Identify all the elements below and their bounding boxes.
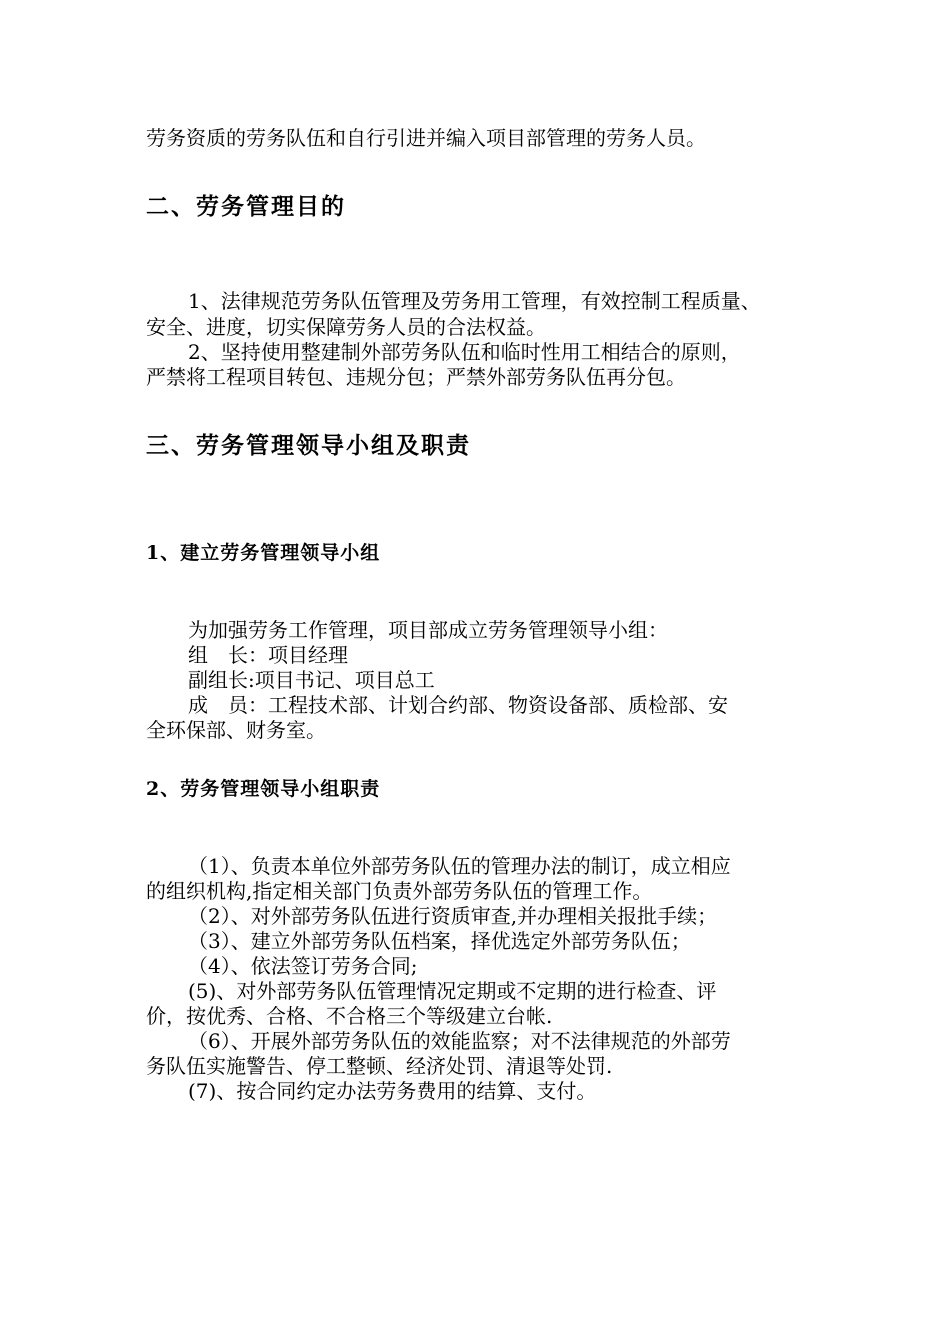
objective-1-line-2: 安全、进度，切实保障劳务人员的合法权益。 xyxy=(146,315,546,339)
objective-2-line-2: 严禁将工程项目转包、违规分包；严禁外部劳务队伍再分包。 xyxy=(146,365,686,389)
duty-line: （2）、对外部劳务队伍进行资质审查,并办理相关报批手续； xyxy=(188,904,718,928)
duty-line: （4）、依法签订劳务合同; xyxy=(188,954,418,978)
duty-line: 的组织机构,指定相关部门负责外部劳务队伍的管理工作。 xyxy=(146,879,653,903)
intro-paragraph: 劳务资质的劳务队伍和自行引进并编入项目部管理的劳务人员。 xyxy=(146,126,706,150)
subsection-2-heading: 2、劳务管理领导小组职责 xyxy=(146,778,381,800)
group-deputy-leader: 副组长:项目书记、项目总工 xyxy=(188,668,435,692)
section-3-heading: 三、劳务管理领导小组及职责 xyxy=(146,432,471,459)
subsection-1-heading: 1、建立劳务管理领导小组 xyxy=(146,542,381,564)
section-2-heading: 二、劳务管理目的 xyxy=(146,193,346,220)
group-members-line-2: 全环保部、财务室。 xyxy=(146,718,326,742)
objective-2-line-1: 2、坚持使用整建制外部劳务队伍和临时性用工相结合的原则， xyxy=(188,340,741,364)
duty-line: (5)、对外部劳务队伍管理情况定期或不定期的进行检查、评 xyxy=(188,979,717,1003)
duty-line: （3）、建立外部劳务队伍档案，择优选定外部劳务队伍； xyxy=(188,929,691,953)
duty-line: (7)、按合同约定办法劳务费用的结算、支付。 xyxy=(188,1079,597,1103)
duty-line: 价，按优秀、合格、不合格三个等级建立台帐. xyxy=(146,1004,553,1028)
objective-1-line-1: 1、法律规范劳务队伍管理及劳务用工管理，有效控制工程质量、 xyxy=(188,289,761,313)
group-leader: 组 长：项目经理 xyxy=(188,643,348,667)
duty-line: 务队伍实施警告、停工整顿、经济处罚、清退等处罚. xyxy=(146,1054,613,1078)
group-members-line-1: 成 员：工程技术部、计划合约部、物资设备部、质检部、安 xyxy=(188,693,728,717)
leadership-group-intro: 为加强劳务工作管理，项目部成立劳务管理领导小组： xyxy=(188,618,668,642)
duty-line: （6）、开展外部劳务队伍的效能监察；对不法律规范的外部劳 xyxy=(188,1029,731,1053)
duty-line: （1）、负责本单位外部劳务队伍的管理办法的制订，成立相应 xyxy=(188,854,731,878)
